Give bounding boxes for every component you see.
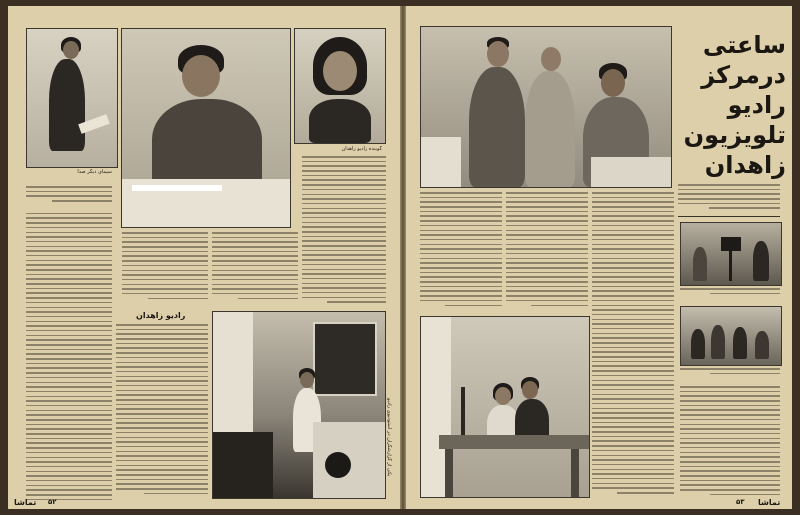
headline-line-4: تلویزیون: [683, 121, 786, 149]
left-page-number: ۵۲: [48, 498, 57, 506]
text-column: [680, 386, 780, 502]
left-logo: تماشا: [14, 498, 37, 507]
photo-audience: [680, 306, 782, 366]
text-column: [122, 232, 208, 308]
headline-line-2: درمرکز: [701, 61, 786, 89]
text-column: [302, 156, 386, 308]
photo-announcer-standing: [26, 28, 118, 168]
intro-text: [678, 184, 780, 214]
text-column: [116, 324, 208, 502]
subhead-radio-zahedan: رادیو زاهدان: [136, 311, 186, 320]
headline-line-5: زاهدان: [704, 151, 786, 179]
caption-woman-portrait: گوینده رادیو زاهدان: [341, 146, 382, 152]
headline-line-1: ساعتی: [702, 31, 786, 59]
right-page: [406, 6, 792, 509]
photo-woman-portrait: [294, 28, 386, 144]
headline-line-3: رادیو: [727, 91, 786, 119]
text-column: [212, 232, 298, 308]
photo-group-meeting: [420, 26, 672, 188]
photo-broadcast-desk: [420, 316, 590, 498]
article-headline: [670, 30, 786, 180]
divider: [678, 216, 780, 217]
left-page: [8, 6, 400, 509]
text-column: [26, 186, 112, 501]
caption-singer: سیمای دیگر صدا: [77, 169, 112, 175]
magazine-spread: [8, 6, 792, 509]
right-logo: تماشا: [758, 498, 781, 507]
caption-studio: یکی از گزارشگران در استودیوی رادیو: [386, 397, 392, 476]
photo-caption-block: [680, 288, 780, 302]
text-column: [506, 192, 588, 312]
right-page-number: ۵۳: [736, 498, 745, 506]
photo-man-writing: [121, 28, 291, 228]
photo-studio-turntable: [212, 311, 386, 499]
text-column: [592, 192, 674, 502]
text-column: [420, 192, 502, 312]
photo-camera-crew: [680, 222, 782, 286]
photo-caption-block: [680, 368, 780, 382]
